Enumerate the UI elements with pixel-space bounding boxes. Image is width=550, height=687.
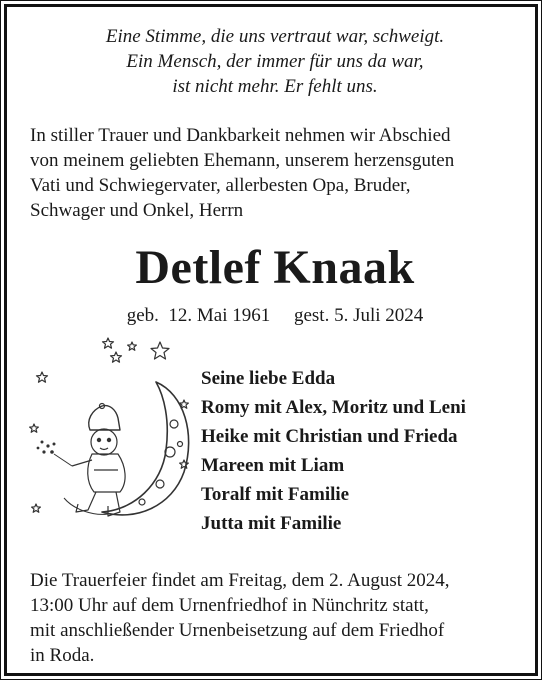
service-line: Die Trauerfeier findet am Freitag, dem 2. August 2024, [30, 570, 450, 591]
star-icon [128, 342, 137, 350]
gnome-figure-icon [37, 404, 125, 517]
intro-line: Schwager und Onkel, Herrn [30, 200, 244, 221]
service-line: mit anschließender Urnenbeisetzung auf dem Friedhof [30, 620, 445, 641]
star-icon [103, 338, 114, 348]
poem-line: ist nicht mehr. Er fehlt uns. [172, 76, 378, 97]
family-member: Jutta mit Familie [201, 513, 342, 534]
family-member: Mareen mit Liam [201, 455, 345, 476]
family-member: Toralf mit Familie [201, 484, 350, 505]
moon-with-gnome-icon [24, 334, 204, 534]
deceased-name: Detlef Knaak [135, 241, 415, 294]
service-line: 13:00 Uhr auf dem Urnenfriedhof in Nünchritz statt, [30, 595, 429, 616]
service-line: in Roda. [30, 645, 95, 666]
poem-line: Eine Stimme, die uns vertraut war, schweigt. [105, 26, 445, 47]
intro-text [30, 123, 530, 223]
star-icon [32, 504, 41, 512]
life-dates: geb. 12. Mai 1961 gest. 5. Juli 2024 [126, 305, 424, 326]
star-icon [151, 342, 169, 359]
star-icon [37, 372, 48, 382]
family-list [201, 364, 541, 538]
poem [0, 24, 550, 99]
intro-line: In stiller Trauer und Dankbarkeit nehmen wir Abschied [30, 125, 451, 146]
family-member: Romy mit Alex, Moritz und Leni [201, 397, 466, 418]
family-member: Seine liebe Edda [201, 368, 336, 389]
intro-line: von meinem geliebten Ehemann, unserem herzensguten [30, 150, 455, 171]
family-member: Heike mit Christian und Frieda [201, 426, 458, 447]
funeral-service-info [30, 568, 540, 668]
poem-line: Ein Mensch, der immer für uns da war, [126, 51, 424, 72]
star-icon [30, 424, 39, 432]
intro-line: Vati und Schwiegervater, allerbesten Opa, Bruder, [30, 175, 411, 196]
star-icon [111, 352, 122, 362]
